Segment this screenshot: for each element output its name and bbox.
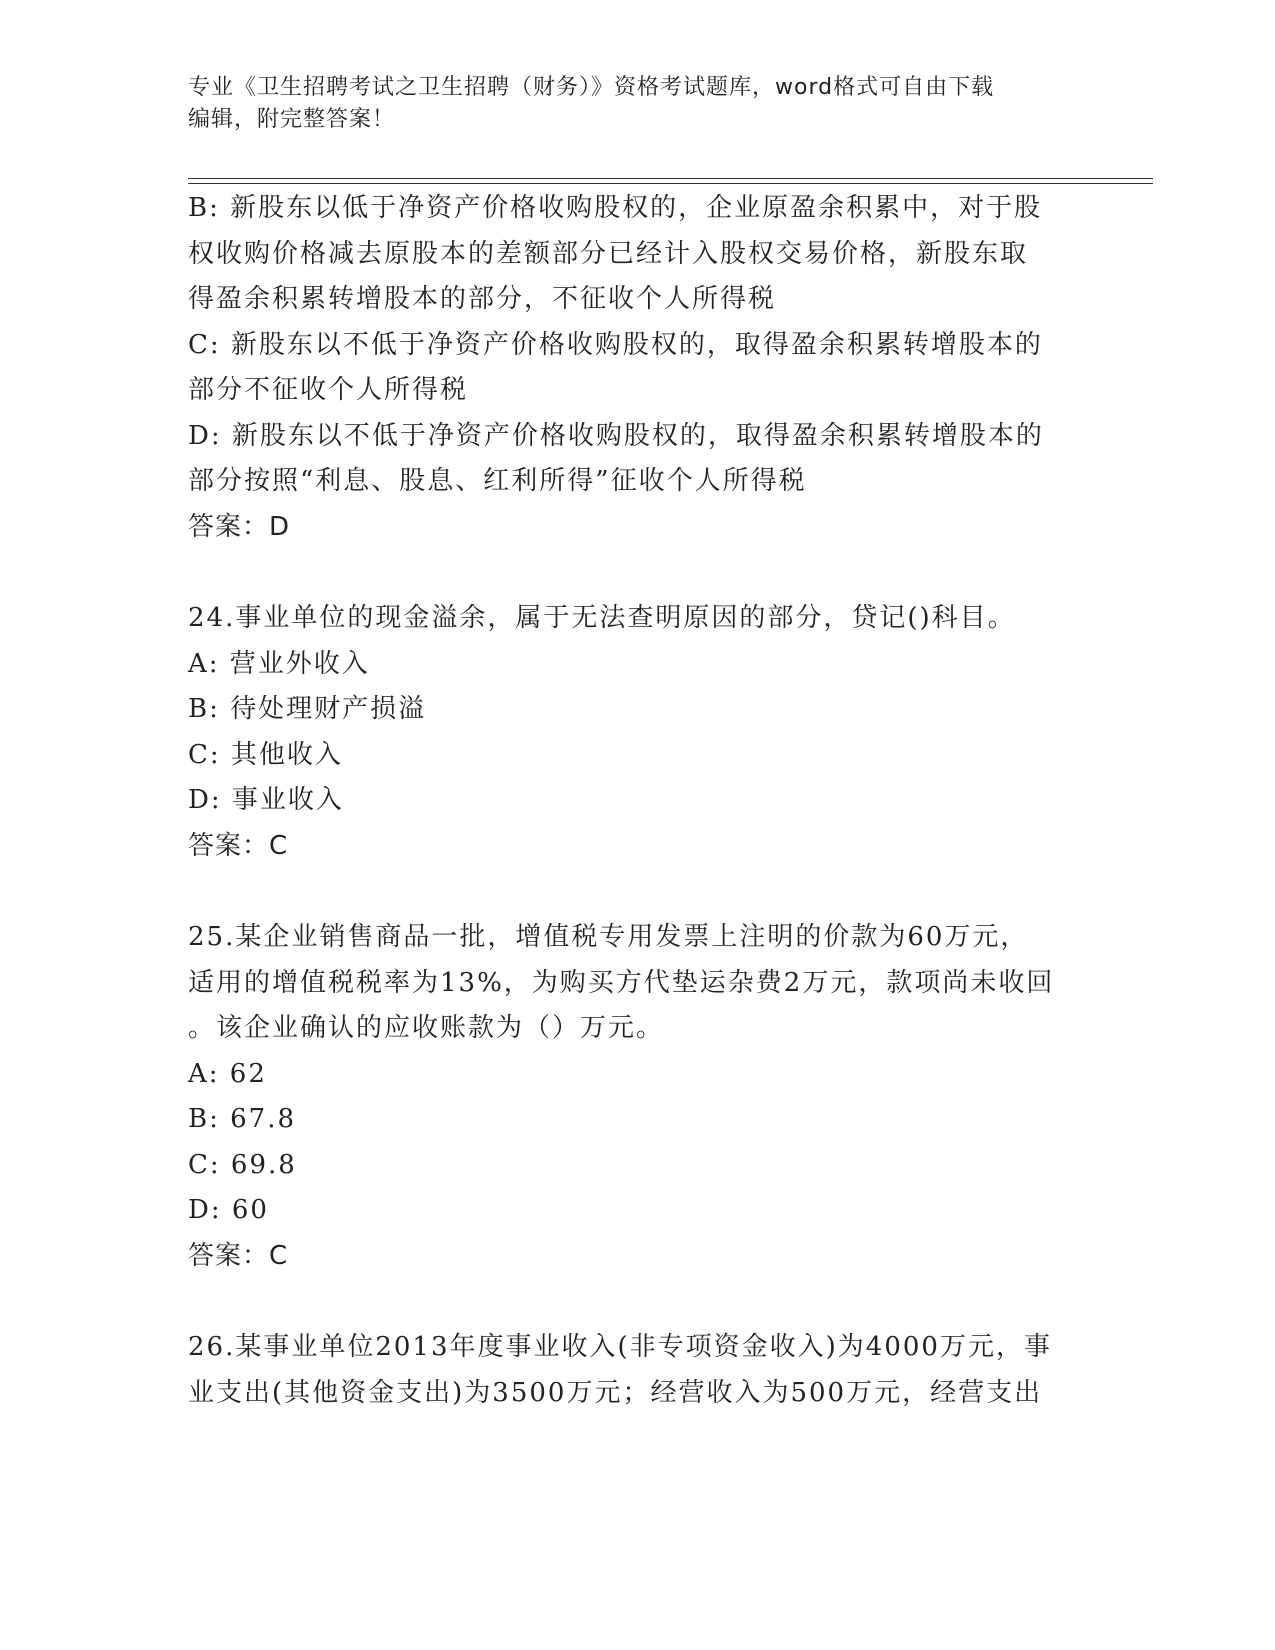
q25-answer: 答案：C	[188, 1240, 289, 1271]
document-header	[188, 72, 1068, 136]
q24-answer: 答案：C	[188, 830, 289, 861]
q23-option-c-line-1: C: 新股东以不低于净资产价格收购股权的，取得盈余积累转增股本的	[188, 329, 1043, 360]
header-divider-bottom	[188, 183, 1153, 184]
question-24	[188, 596, 1088, 869]
spacer	[188, 869, 1088, 915]
q24-stem: 24.事业单位的现金溢余，属于无法查明原因的部分，贷记()科目。	[188, 603, 1016, 633]
question-content	[188, 186, 1088, 1416]
question-23	[188, 186, 1088, 550]
header-line-1: 专业《卫生招聘考试之卫生招聘（财务）》资格考试题库，word格式可自由下载	[188, 75, 995, 100]
spacer	[188, 550, 1088, 596]
spacer	[188, 1279, 1088, 1325]
question-26	[188, 1325, 1088, 1416]
q25-option-c: C: 69.8	[188, 1149, 297, 1180]
q24-option-a: A: 营业外收入	[188, 648, 370, 679]
q23-option-b-line-1: B: 新股东以低于净资产价格收购股权的，企业原盈余积累中，对于股	[188, 193, 1043, 223]
q26-stem-line-2: 业支出(其他资金支出)为3500万元；经营收入为500万元，经营支出	[188, 1377, 1043, 1408]
q25-option-a: A: 62	[188, 1058, 267, 1089]
q25-option-b: B: 67.8	[188, 1104, 297, 1134]
q23-option-d-line-2: 部分按照“利息、股息、红利所得”征收个人所得税	[188, 466, 807, 496]
header-line-2: 编辑，附完整答案！	[188, 107, 396, 132]
q24-option-c: C: 其他收入	[188, 739, 343, 770]
q25-stem-line-2: 适用的增值税税率为13%，为购买方代垫运杂费2万元，款项尚未收回	[188, 967, 1055, 998]
q24-option-b: B: 待处理财产损溢	[188, 694, 427, 724]
header-divider-top	[188, 178, 1153, 179]
q25-stem-line-1: 25.某企业销售商品一批，增值税专用发票上注明的价款为60万元，	[188, 922, 1029, 952]
q23-option-d-line-1: D: 新股东以不低于净资产价格收购股权的，取得盈余积累转增股本的	[188, 420, 1044, 451]
q26-stem-line-1: 26.某事业单位2013年度事业收入(非专项资金收入)为4000万元，事	[188, 1332, 1052, 1362]
q25-option-d: D: 60	[188, 1195, 269, 1225]
q23-option-b-line-3: 得盈余积累转增股本的部分，不征收个人所得税	[188, 284, 777, 314]
q25-stem-line-3: 。该企业确认的应收账款为（）万元。	[188, 1013, 665, 1043]
q23-answer: 答案：D	[188, 511, 291, 542]
question-25	[188, 915, 1088, 1279]
q24-option-d: D: 事业收入	[188, 785, 344, 815]
q23-option-b-line-2: 权收购价格减去原股本的差额部分已经计入股权交易价格，新股东取	[188, 238, 1029, 269]
q23-option-c-line-2: 部分不征收个人所得税	[188, 375, 469, 405]
